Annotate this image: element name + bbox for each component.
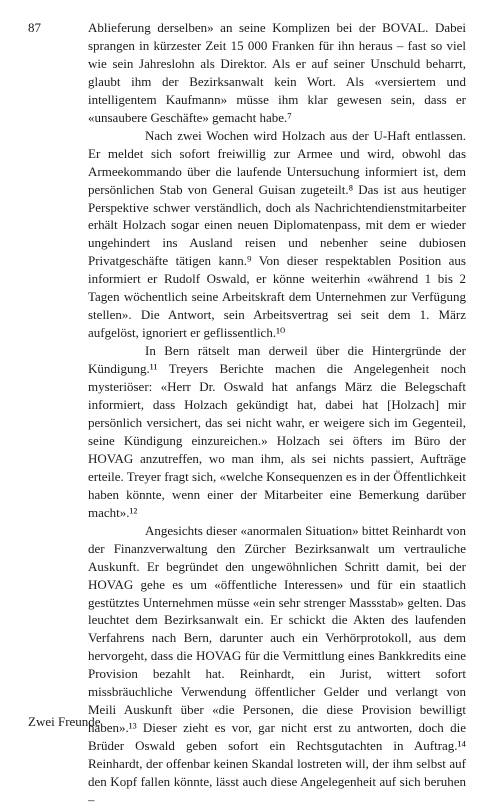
paragraph: Ablieferung derselben» an seine Komplizen bei der BOVAL. Dabei sprangen in kürzester Zeit 15 000 Franken für ihn heraus – fast so viel wie sein Jahreslohn als Direktor. Als er auf seiner Unschuld beharrt, glaubt ihm der Bezirksanwalt kein Wort. Als «versiertem und intelligentem Kaufmann» müsse ihm klar gewesen sein, dass er «unsaubere Geschäfte» gemacht habe.⁷ xyxy=(88,20,466,125)
running-footer: Zwei Freunde xyxy=(28,714,101,729)
paragraph: In Bern rätselt man derweil über die Hintergründe der Kündigung.¹¹ Treyers Berichte machen die Angelegenheit noch mysteriöser: «Herr Dr. Oswald hat anfangs März die Belegschaft informiert, dass Holzach gekündigt hat, dabei hat [Holzach] mir persönlich versichert, das sei nicht wahr, er weigere sich im Gegenteil, seine Kündigung einzureichen.» Holzach sei öfters im Büro der HOVAG anzutreffen, wo man ihm, als sei nichts passiert, Aufträge erteile. Treyer fragt sich, «welche Konsequenzen es in der Öffentlichkeit haben könnte, wenn einer der Mitarbeiter eine Bemerkung darüber macht».¹² xyxy=(88,343,466,520)
body-text xyxy=(88,19,466,809)
paragraph: Angesichts dieser «anormalen Situation» bittet Reinhardt von der Finanzverwaltung den Zürcher Bezirksanwalt um vertrauliche Auskunft. Er begründet den ungewöhnlichen Schritt damit, bei der HOVAG gehe es um «öffentliche Interessen» und für ein staatlich gestütztes Unternehmen müsse «ein sehr strenger Massstab» gelten. Das leuchtet dem Bezirksanwalt ein. Er schickt die Akten des laufenden Verfahrens nach Bern, darunter auch ein Verhörprotokoll, aus dem hervorgeht, dass die HOVAG für die Vermittlung eines Bankkredits eine Provision bezahlt hat. Reinhardt, ein Jurist, wittert sofort missbräuchliche Verwendung öffentlicher Gelder und verlangt von Meili Auskunft über «die Personen, die diese Provision bewilligt haben».¹³ Dieser zieht es vor, gar nicht erst zu antworten, doch die Brüder Oswald geben sofort ein Rechtsgutachten in Auftrag.¹⁴ Reinhardt, der offenbar keinen Skandal lostreten will, der ihm selbst auf den Kopf fallen könnte, lässt auch diese Angelegenheit auf sich beruhen – xyxy=(88,522,466,807)
paragraph: Nach zwei Wochen wird Holzach aus der U-Haft entlassen. Er meldet sich sofort freiwillig zur Armee und wird, obwohl das Armeekommando über die laufende Untersuchung informiert ist, dem persönlichen Stab von General Guisan zugeteilt.⁸ Das ist aus heutiger Perspektive schwer verständlich, doch als Nachrichtendienstmitarbeiter erhält Holzach sogar einen neuen Diplomatenpass, mit dem er wieder ungehindert ins Ausland reisen und nebenher seine dubiosen Privatgeschäfte tätigen kann.⁹ Von dieser respektablen Position aus informiert er Rudolf Oswald, er könne weiterhin «während 1 bis 2 Tagen wöchentlich seine Arbeitskraft dem Unternehmen zur Verfügung stellen». Die Antwort, sein Arbeitsvertrag sei seit dem 1. März aufgelöst, ignoriert er geflissentlich.¹⁰ xyxy=(88,127,466,341)
page-number: 87 xyxy=(28,20,41,35)
